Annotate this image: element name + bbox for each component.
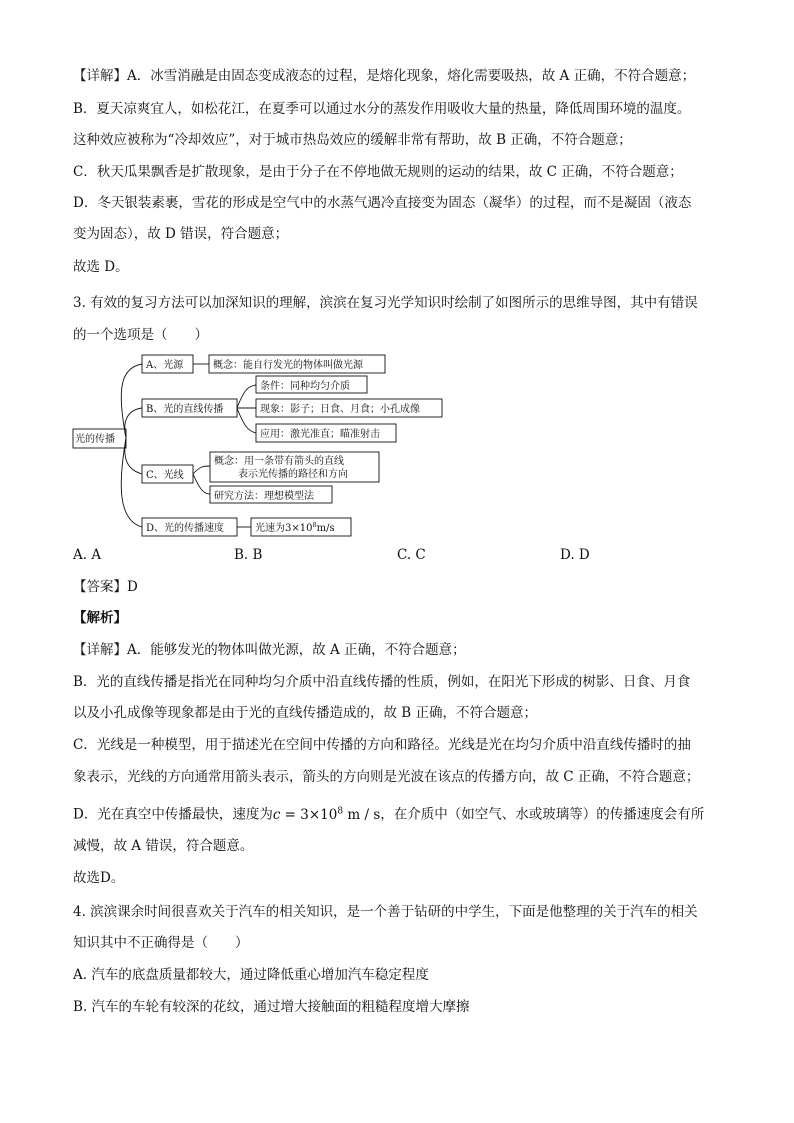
prev-explanation-b-line2: 这种效应被称为“冷却效应”，对于城市热岛效应的缓解非常有帮助，故 B 正确，不符合题意； bbox=[73, 132, 632, 148]
mind-map-a-concept: 概念：能自行发光的物体叫做光源 bbox=[213, 360, 363, 371]
q3-explanation-c-line1: C．光线是一种模型，用于描述光在空间中传播的方向和路径。光线是光在均匀介质中沿直线传播时的抽 bbox=[73, 737, 691, 753]
q3-stem-line2: 的一个选项是（ ） bbox=[73, 327, 208, 343]
mind-map-connectors bbox=[121, 364, 256, 527]
q3-explanation-a: 【详解】A．能够发光的物体叫做光源，故 A 正确，不符合题意； bbox=[73, 642, 466, 658]
mind-map-root: 光的传播 bbox=[75, 434, 115, 445]
q3-conclusion: 故选D。 bbox=[73, 870, 125, 886]
light-speed-formula: $c = 3\times 10^8$ m / s bbox=[272, 806, 381, 823]
q3-stem-line1: 3. 有效的复习方法可以加深知识的理解，滨滨在复习光学知识时绘制了如图所示的思维导图，其中有错误 bbox=[73, 295, 698, 311]
q3-analysis-title: 【解析】 bbox=[73, 610, 127, 626]
q3-option-b: B. B bbox=[234, 547, 263, 563]
mind-map-d-speed: 光速为$3\times 10^8m/s$ bbox=[255, 521, 335, 534]
q3-answer: 【答案】D bbox=[73, 579, 138, 595]
q4-stem-line1: 4. 滨滨课余时间很喜欢关于汽车的相关知识，是一个善于钻研的中学生，下面是他整理的关于汽车的相关 bbox=[73, 904, 698, 920]
mind-map-c-concept-line1: 概念：用一条带有箭头的直线 bbox=[214, 456, 344, 467]
prev-explanation-a: 【详解】A．冰雪消融是由固态变成液态的过程，是熔化现象，熔化需要吸热，故 A 正确，不符合题意； bbox=[73, 68, 696, 84]
prev-explanation-d-line1: D．冬天银装素裹，雪花的形成是空气中的水蒸气遇冷直接变为固态（凝华）的过程，而不是凝固（液态 bbox=[73, 195, 692, 211]
mind-map-b-phenomenon: 现象：影子；日食、月食；小孔成像 bbox=[260, 404, 420, 415]
mind-map-boxes bbox=[73, 355, 442, 536]
q3-options bbox=[73, 545, 733, 565]
q3-explanation-b-line2: 以及小孔成像等现象都是由于光的直线传播造成的，故 B 正确，不符合题意； bbox=[73, 705, 538, 721]
q4-stem-line2: 知识其中不正确得是（ ） bbox=[73, 935, 249, 951]
prev-explanation-b-line1: B．夏天凉爽宜人，如松花江，在夏季可以通过水分的蒸发作用吸收大量的热量，降低周围环境的温度。 bbox=[73, 101, 691, 117]
q3-explanation-d-line1: D．光在真空中传播最快，速度为$c = 3\times 10^8$ m / s，在介质中（如空气、水或玻璃等）的传播速度会有所 bbox=[73, 806, 705, 823]
q3-option-c: C. C bbox=[397, 547, 426, 563]
mind-map-b-condition: 条件：同种均匀介质 bbox=[260, 381, 350, 392]
mind-map-a-label: A、光源 bbox=[146, 360, 184, 371]
mind-map-c-label: C、光线 bbox=[146, 470, 184, 481]
mind-map-c-concept-line2: 表示光传播的路径和方向 bbox=[238, 469, 348, 480]
q3-explanation-b-line1: B．光的直线传播是指光在同种均匀介质中沿直线传播的性质，例如，在阳光下形成的树影、日食、月食 bbox=[73, 674, 691, 690]
prev-explanation-c: C．秋天瓜果飘香是扩散现象，是由于分子在不停地做无规则的运动的结果，故 C 正确，不符合题意； bbox=[73, 164, 683, 180]
mind-map-b-label: B、光的直线传播 bbox=[146, 404, 224, 415]
prev-conclusion: 故选 D。 bbox=[73, 259, 129, 275]
q3-explanation-c-line2: 象表示，光线的方向通常用箭头表示，箭头的方向则是光波在该点的传播方向，故 C 正确，不符合题意； bbox=[73, 769, 700, 785]
q4-option-a: A. 汽车的底盘质量都较大，通过降低重心增加汽车稳定程度 bbox=[73, 967, 429, 983]
mind-map-d-label: D、光的传播速度 bbox=[146, 523, 225, 534]
q3-option-a: A. A bbox=[73, 547, 102, 563]
mind-map-c-method: 研究方法：理想模型法 bbox=[214, 491, 314, 502]
q3-explanation-d-line2: 减慢，故 A 错误，符合题意。 bbox=[73, 838, 254, 854]
mind-map-b-application: 应用：激光准直；瞄准射击 bbox=[260, 429, 380, 440]
q3-option-d: D. D bbox=[560, 547, 590, 563]
q4-option-b: B. 汽车的车轮有较深的花纹，通过增大接触面的粗糙程度增大摩擦 bbox=[73, 999, 470, 1015]
prev-explanation-d-line2: 变为固态），故 D 错误，符合题意； bbox=[73, 226, 289, 242]
